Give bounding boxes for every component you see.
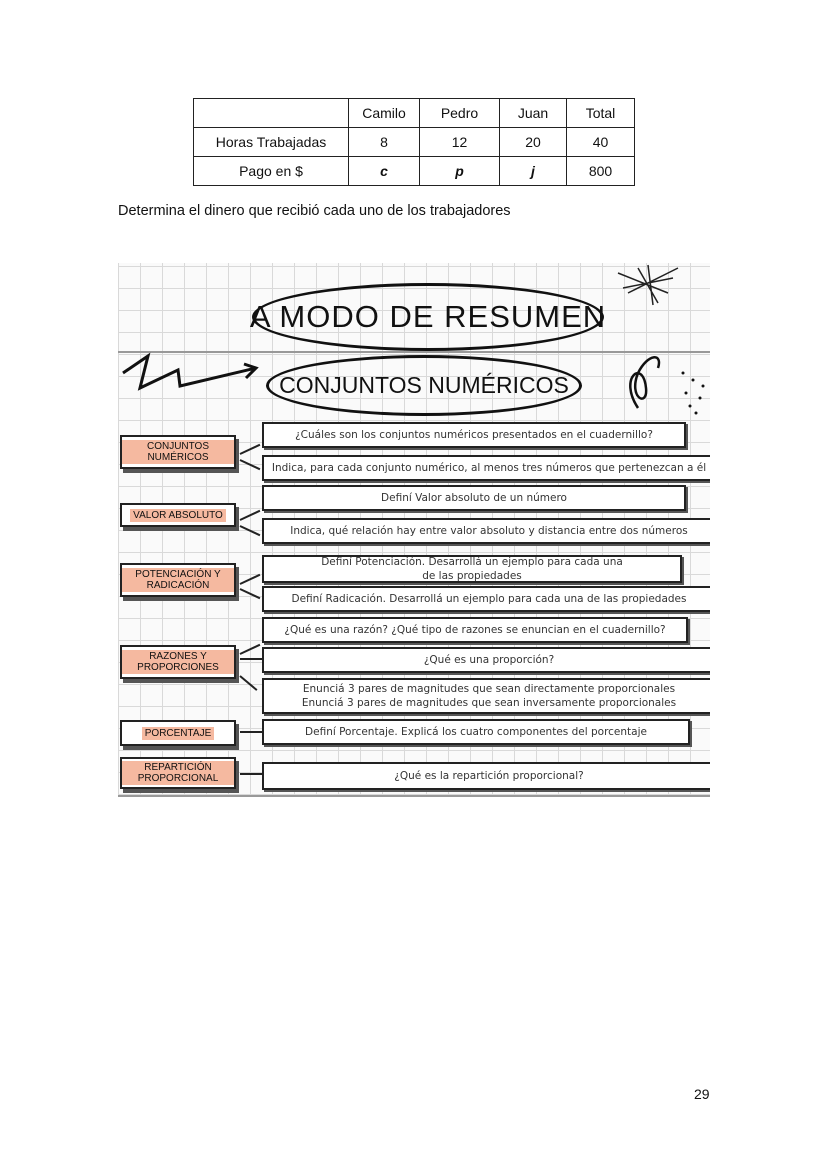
header-cell: [194, 99, 349, 128]
summary-image: [118, 263, 710, 797]
table-cell: 800: [567, 157, 635, 186]
exercise-prompt: Determina el dinero que recibió cada uno de los trabajadores: [118, 203, 511, 219]
table-row: [194, 128, 635, 157]
connector-line: [240, 525, 261, 536]
header-cell: Pedro: [420, 99, 500, 128]
question-box: Indica, para cada conjunto numérico, al menos tres números que pertenezcan a él: [262, 455, 710, 481]
connector-line: [240, 644, 261, 655]
connector-line: [240, 731, 262, 733]
question-box: ¿Qué es la repartición proporcional?: [262, 762, 710, 790]
table-cell: 40: [567, 128, 635, 157]
label-porcentaje: PORCENTAJE: [120, 720, 236, 746]
header-cell: Juan: [500, 99, 567, 128]
loop-doodle-icon: [630, 357, 659, 408]
question-box: Definí Radicación. Desarrollá un ejemplo para cada una de las propiedades: [262, 586, 710, 612]
connector-line: [240, 574, 261, 585]
page-number: 29: [694, 1086, 710, 1102]
table-header-row: [194, 99, 635, 128]
connector-line: [240, 773, 262, 775]
label-valor-absoluto: VALOR ABSOLUTO: [120, 503, 236, 527]
connector-line: [240, 658, 262, 660]
question-box: ¿Qué es una proporción?: [262, 647, 710, 673]
question-box: Definí Valor absoluto de un número: [262, 485, 686, 511]
header-cell: Camilo: [349, 99, 420, 128]
question-box: ¿Cuáles son los conjuntos numéricos presentados en el cuadernillo?: [262, 422, 686, 448]
connector-line: [240, 510, 261, 521]
zigzag-arrow-icon: [123, 356, 256, 388]
header-cell: Total: [567, 99, 635, 128]
table-cell: 20: [500, 128, 567, 157]
label-reparticion-proporcional: REPARTICIÓN PROPORCIONAL: [120, 757, 236, 789]
summary-subtitle: CONJUNTOS NUMÉRICOS: [266, 355, 582, 416]
question-box: Enunciá 3 pares de magnitudes que sean directamente proporcionales Enunciá 3 pares de magnitudes que sean inversamente proporcionales: [262, 678, 710, 714]
table-cell: 8: [349, 128, 420, 157]
table-cell: p: [420, 157, 500, 186]
table-row: [194, 157, 635, 186]
table-cell: Horas Trabajadas: [194, 128, 349, 157]
connector-line: [240, 459, 261, 470]
table-cell: 12: [420, 128, 500, 157]
connector-line: [240, 444, 261, 455]
label-razones-proporciones: RAZONES Y PROPORCIONES: [120, 645, 236, 679]
table-cell: j: [500, 157, 567, 186]
table-cell: c: [349, 157, 420, 186]
question-box: Definí Potenciación. Desarrollá un ejemplo para cada una de las propiedades: [262, 555, 682, 583]
summary-title: A MODO DE RESUMEN: [252, 283, 604, 351]
dots-doodle-icon: [682, 372, 705, 415]
table-cell: Pago en $: [194, 157, 349, 186]
scribble-icon: [608, 263, 688, 308]
connector-line: [239, 675, 257, 691]
question-box: Indica, qué relación hay entre valor absoluto y distancia entre dos números: [262, 518, 710, 544]
label-potenciacion-radicacion: POTENCIACIÓN Y RADICACIÓN: [120, 563, 236, 597]
question-box: ¿Qué es una razón? ¿Qué tipo de razones se enuncian en el cuadernillo?: [262, 617, 688, 643]
label-conjuntos-numericos: CONJUNTOS NUMÉRICOS: [120, 435, 236, 469]
question-box: Definí Porcentaje. Explicá los cuatro componentes del porcentaje: [262, 719, 690, 745]
payment-table: [193, 98, 635, 186]
connector-line: [240, 588, 261, 599]
